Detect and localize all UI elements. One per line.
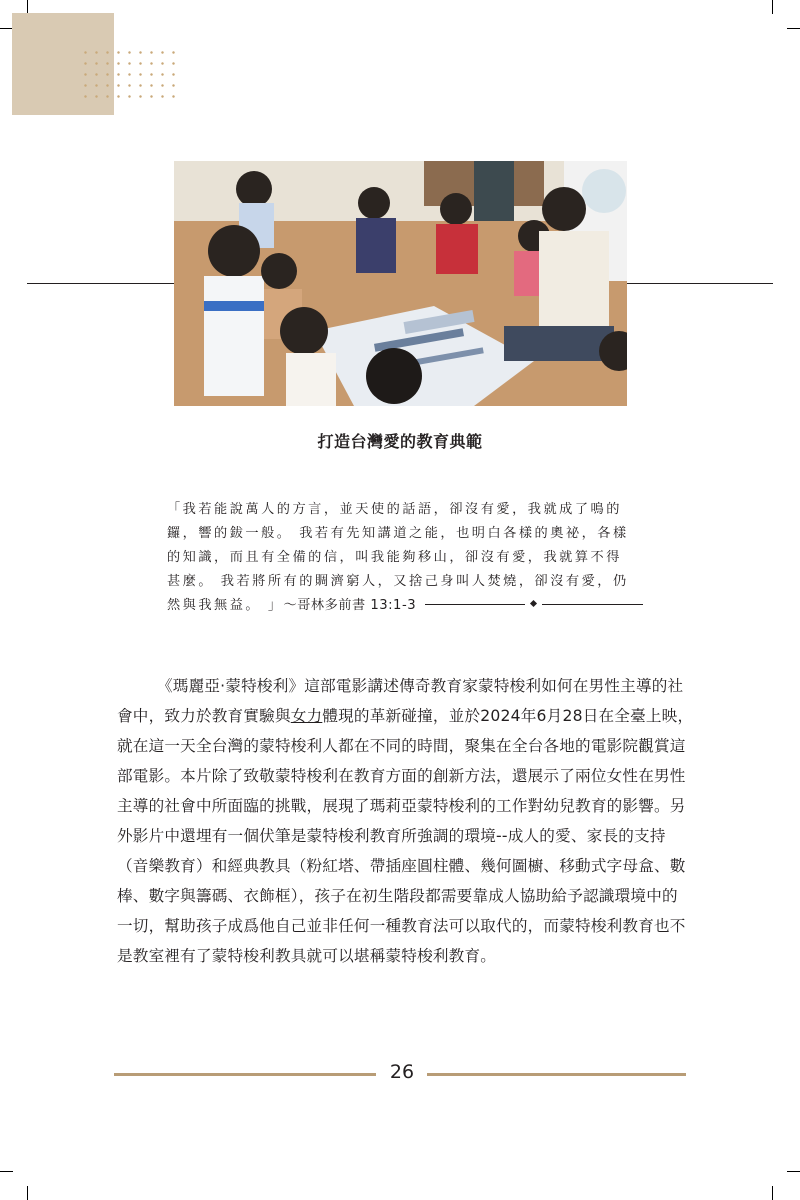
quote-line: 「我若能說萬人的方言，並天使的話語，卻沒有愛，我就成了鳴的 <box>167 502 622 517</box>
body-paragraph <box>117 671 694 971</box>
quote-rule-left <box>425 604 525 605</box>
classroom-photo-illustration <box>174 161 627 406</box>
crop-mark-top-right-h <box>787 28 800 29</box>
crop-mark-bottom-left <box>27 1186 28 1200</box>
body-line: 《瑪麗亞·蒙特梭利》這部電影講述傳奇教育家蒙特梭利如何在男性主導的社 <box>157 677 684 695</box>
body-line <box>117 701 694 731</box>
decorative-dot-grid <box>80 47 180 103</box>
quote-source: ～哥林多前書 13:1-3 <box>283 598 417 613</box>
quote-line: 甚麼。 我若將所有的賙濟窮人，又捨己身叫人焚燒，卻沒有愛，仍 <box>167 574 629 589</box>
photo-right-rule <box>627 283 773 284</box>
body-line: 是教室裡有了蒙特梭利教具就可以堪稱蒙特梭利教育。 <box>117 947 497 965</box>
crop-mark-top-left <box>27 0 28 14</box>
quote-rule-right <box>542 604 643 605</box>
footer-rule-left <box>114 1073 376 1076</box>
crop-mark-bottom-left-h <box>0 1171 13 1172</box>
quote-last-text: 然與我無益。 」 <box>167 598 284 613</box>
body-line: 主導的社會中所面臨的挑戰，展現了瑪莉亞蒙特梭利的工作對幼兒教育的影響。另 <box>117 797 686 815</box>
body-line: （音樂教育）和經典教具（粉紅塔、帶插座圓柱體、幾何圖櫥、移動式字母盒、數 <box>117 857 686 875</box>
underlined-term: 女力 <box>290 707 323 725</box>
quote-line: 鑼，響的鈸一般。 我若有先知講道之能，也明白各樣的奧祕，各樣 <box>167 526 629 541</box>
photo-left-rule <box>27 283 174 284</box>
photo-caption: 打造台灣愛的教育典範 <box>317 432 483 451</box>
page-number: 26 <box>389 1061 415 1083</box>
quote-line-last <box>167 594 637 618</box>
body-line-part: 體現的革新碰撞，並於2024年6月28日在全臺上映， <box>322 707 694 725</box>
body-line-part: 會中，致力於教育實驗與 <box>117 707 291 725</box>
crop-mark-bottom-right-h <box>787 1171 800 1172</box>
crop-mark-top-right <box>772 0 773 14</box>
body-line: 棒、數字與籌碼、衣飾框），孩子在初生階段都需要靠成人協助給予認識環境中的 <box>117 887 678 905</box>
body-line: 外影片中還埋有一個伏筆是蒙特梭利教育所強調的環境--成人的愛、家長的支持 <box>117 827 666 845</box>
body-line: 就在這一天全台灣的蒙特梭利人都在不同的時間，聚集在全台各地的電影院觀賞這 <box>117 737 686 755</box>
quote-line: 的知識，而且有全備的信，叫我能夠移山，卻沒有愛，我就算不得 <box>167 550 622 565</box>
classroom-photo <box>174 161 627 406</box>
footer-rule-right <box>427 1073 686 1076</box>
bible-quote <box>167 498 637 618</box>
body-line: 一切，幫助孩子成爲他自己並非任何一種教育法可以取代的，而蒙特梭利教育也不 <box>117 917 686 935</box>
crop-mark-bottom-right <box>772 1186 773 1200</box>
body-line: 部電影。本片除了致敬蒙特梭利在教育方面的創新方法，還展示了兩位女性在男性 <box>117 767 686 785</box>
